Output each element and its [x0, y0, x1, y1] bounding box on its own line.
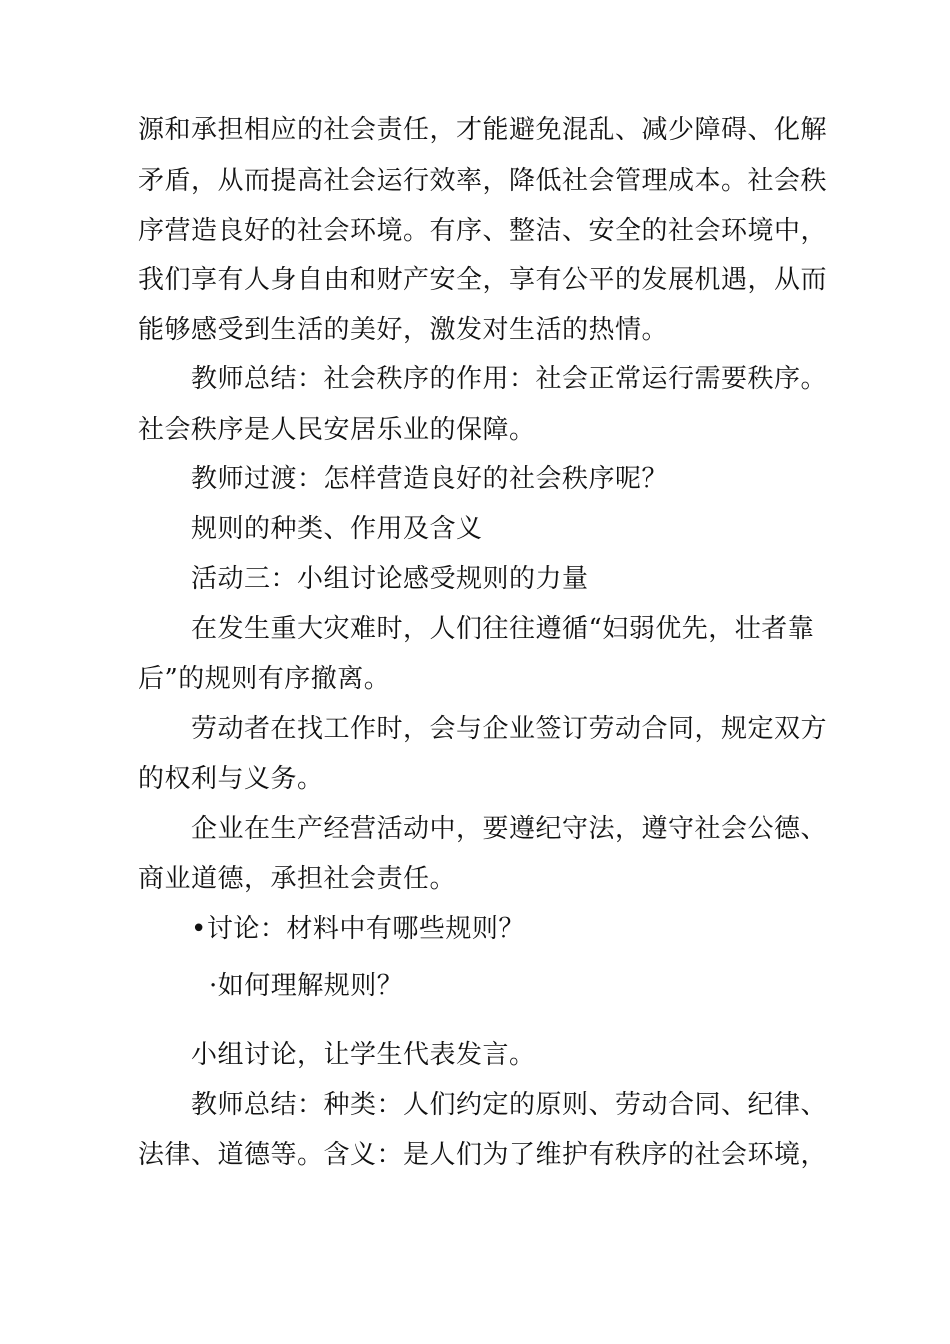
- text-line: 的权利与义务。: [138, 764, 324, 794]
- activity-heading: 活动三：小组讨论感受规则的力量: [191, 564, 589, 594]
- text-line: 后”的规则有序撤离。: [138, 664, 391, 694]
- text-line: 社会秩序是人民安居乐业的保障。: [138, 415, 536, 445]
- text-line: 企业在生产经营活动中，要遵纪守法，遵守社会公德、: [191, 814, 828, 844]
- text-line: 源和承担相应的社会责任，才能避免混乱、减少障碍、化解: [138, 115, 828, 145]
- text-line: 法律、道德等。含义：是人们为了维护有秩序的社会环境，: [138, 1140, 828, 1170]
- section-heading: 规则的种类、作用及含义: [191, 514, 483, 544]
- bullet-item: •讨论：材料中有哪些规则？: [191, 914, 525, 944]
- text-line: 教师总结：社会秩序的作用：社会正常运行需要秩序。: [191, 364, 828, 394]
- text-line: 在发生重大灾难时，人们往往遵循“妇弱优先，壮者靠: [191, 614, 815, 644]
- text-line: 能够感受到生活的美好，激发对生活的热情。: [138, 315, 669, 345]
- text-line: 劳动者在找工作时，会与企业签订劳动合同，规定双方: [191, 714, 828, 744]
- text-line: 教师总结：种类：人们约定的原则、劳动合同、纪律、: [191, 1090, 828, 1120]
- text-line: 矛盾，从而提高社会运行效率，降低社会管理成本。社会秩: [138, 166, 828, 196]
- text-line: 序营造良好的社会环境。有序、整洁、安全的社会环境中，: [138, 216, 828, 246]
- text-line: 小组讨论，让学生代表发言。: [191, 1040, 536, 1070]
- text-line: 我们享有人身自由和财产安全，享有公平的发展机遇，从而: [138, 265, 828, 295]
- bullet-item: ·如何理解规则？: [209, 971, 404, 1001]
- text-line: 商业道德，承担社会责任。: [138, 864, 457, 894]
- text-line: 教师过渡：怎样营造良好的社会秩序呢？: [191, 464, 669, 494]
